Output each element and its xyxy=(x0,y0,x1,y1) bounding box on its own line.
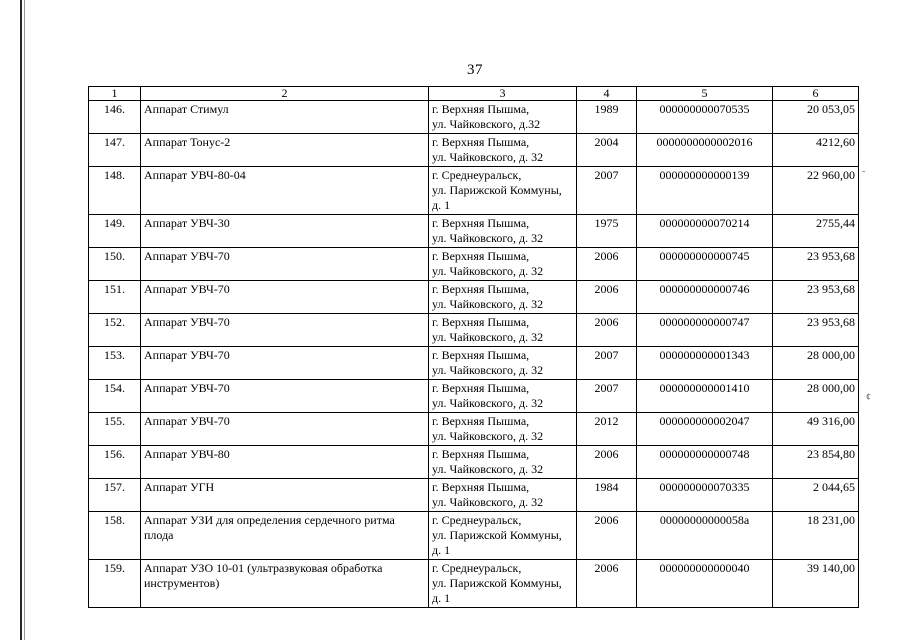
item-address: г. Среднеуральск, ул. Парижской Коммуны, д. 1 xyxy=(429,560,577,608)
inventory-number: 000000000070214 xyxy=(637,215,773,248)
item-name: Аппарат Стимул xyxy=(141,101,429,134)
item-year: 2006 xyxy=(577,560,637,608)
table-header-row xyxy=(89,87,859,101)
table-body xyxy=(89,101,859,608)
item-cost: 2 044,65 xyxy=(773,479,859,512)
item-address: г. Среднеуральск, ул. Парижской Коммуны, д. 1 xyxy=(429,167,577,215)
item-year: 2006 xyxy=(577,248,637,281)
scan-left-edge-shadow xyxy=(24,0,25,640)
inventory-number: 000000000000040 xyxy=(637,560,773,608)
inventory-number: 000000000000747 xyxy=(637,314,773,347)
item-year: 2007 xyxy=(577,380,637,413)
inventory-number: 000000000001343 xyxy=(637,347,773,380)
item-name: Аппарат УВЧ-70 xyxy=(141,314,429,347)
table-row xyxy=(89,560,859,608)
item-address: г. Верхняя Пышма, ул. Чайковского, д. 32 xyxy=(429,314,577,347)
table-row xyxy=(89,248,859,281)
item-cost: 23 953,68 xyxy=(773,314,859,347)
row-number: 152. xyxy=(89,314,141,347)
item-cost: 23 854,80 xyxy=(773,446,859,479)
item-address: г. Верхняя Пышма, ул. Чайковского, д. 32 xyxy=(429,446,577,479)
page-number: 37 xyxy=(467,62,483,78)
item-name: Аппарат УВЧ-70 xyxy=(141,281,429,314)
inventory-number: 00000000000058а xyxy=(637,512,773,560)
item-year: 2006 xyxy=(577,446,637,479)
table-row xyxy=(89,347,859,380)
table-row xyxy=(89,479,859,512)
item-year: 2006 xyxy=(577,281,637,314)
column-header: 6 xyxy=(773,87,859,101)
item-year: 2012 xyxy=(577,413,637,446)
scan-left-edge xyxy=(20,0,22,640)
column-header: 2 xyxy=(141,87,429,101)
row-number: 158. xyxy=(89,512,141,560)
item-name: Аппарат УВЧ-80 xyxy=(141,446,429,479)
item-year: 2004 xyxy=(577,134,637,167)
row-number: 146. xyxy=(89,101,141,134)
item-name: Аппарат УВЧ-70 xyxy=(141,347,429,380)
inventory-table xyxy=(88,86,859,608)
table-row xyxy=(89,512,859,560)
row-number: 156. xyxy=(89,446,141,479)
row-number: 153. xyxy=(89,347,141,380)
item-year: 2007 xyxy=(577,167,637,215)
item-name: Аппарат УЗИ для определения сердечного ритма плода xyxy=(141,512,429,560)
column-header: 1 xyxy=(89,87,141,101)
item-address: г. Верхняя Пышма, ул. Чайковского, д.32 xyxy=(429,101,577,134)
row-number: 151. xyxy=(89,281,141,314)
row-number: 155. xyxy=(89,413,141,446)
item-name: Аппарат УВЧ-30 xyxy=(141,215,429,248)
row-number: 154. xyxy=(89,380,141,413)
table-row xyxy=(89,134,859,167)
item-year: 1984 xyxy=(577,479,637,512)
item-cost: 20 053,05 xyxy=(773,101,859,134)
row-number: 157. xyxy=(89,479,141,512)
table-row xyxy=(89,380,859,413)
item-name: Аппарат Тонус-2 xyxy=(141,134,429,167)
item-cost: 23 953,68 xyxy=(773,248,859,281)
item-year: 2006 xyxy=(577,512,637,560)
item-cost: 28 000,00 xyxy=(773,380,859,413)
table-row xyxy=(89,446,859,479)
table-row xyxy=(89,101,859,134)
inventory-number: 000000000000745 xyxy=(637,248,773,281)
row-number: 150. xyxy=(89,248,141,281)
scan-speck: ˜ xyxy=(862,170,866,181)
item-name: Аппарат УВЧ-70 xyxy=(141,413,429,446)
inventory-number: 000000000000139 xyxy=(637,167,773,215)
item-cost: 28 000,00 xyxy=(773,347,859,380)
item-address: г. Верхняя Пышма, ул. Чайковского, д. 32 xyxy=(429,479,577,512)
item-cost: 23 953,68 xyxy=(773,281,859,314)
table-row xyxy=(89,215,859,248)
item-cost: 49 316,00 xyxy=(773,413,859,446)
item-cost: 18 231,00 xyxy=(773,512,859,560)
inventory-number: 000000000070335 xyxy=(637,479,773,512)
item-year: 1989 xyxy=(577,101,637,134)
item-cost: 22 960,00 xyxy=(773,167,859,215)
scan-speck: ¢ xyxy=(866,392,871,403)
inventory-number: 000000000070535 xyxy=(637,101,773,134)
item-name: Аппарат УЗО 10-01 (ультразвуковая обработка инструментов) xyxy=(141,560,429,608)
item-address: г. Верхняя Пышма, ул. Чайковского, д. 32 xyxy=(429,134,577,167)
item-address: г. Верхняя Пышма, ул. Чайковского, д. 32 xyxy=(429,380,577,413)
item-address: г. Верхняя Пышма, ул. Чайковского, д. 32 xyxy=(429,413,577,446)
row-number: 148. xyxy=(89,167,141,215)
inventory-number: 000000000000746 xyxy=(637,281,773,314)
item-year: 1975 xyxy=(577,215,637,248)
item-year: 2006 xyxy=(577,314,637,347)
inventory-number: 000000000000748 xyxy=(637,446,773,479)
item-address: г. Верхняя Пышма, ул. Чайковского, д. 32 xyxy=(429,281,577,314)
item-address: г. Верхняя Пышма, ул. Чайковского, д. 32 xyxy=(429,215,577,248)
table-row xyxy=(89,167,859,215)
item-address: г. Верхняя Пышма, ул. Чайковского, д. 32 xyxy=(429,347,577,380)
column-header: 4 xyxy=(577,87,637,101)
table-row xyxy=(89,281,859,314)
row-number: 149. xyxy=(89,215,141,248)
item-name: Аппарат УВЧ-70 xyxy=(141,248,429,281)
inventory-number: 000000000002047 xyxy=(637,413,773,446)
table-row xyxy=(89,314,859,347)
item-cost: 2755,44 xyxy=(773,215,859,248)
item-name: Аппарат УГН xyxy=(141,479,429,512)
item-name: Аппарат УВЧ-80-04 xyxy=(141,167,429,215)
row-number: 159. xyxy=(89,560,141,608)
inventory-number: 000000000001410 xyxy=(637,380,773,413)
inventory-number: 0000000000002016 xyxy=(637,134,773,167)
item-cost: 39 140,00 xyxy=(773,560,859,608)
item-address: г. Среднеуральск, ул. Парижской Коммуны, д. 1 xyxy=(429,512,577,560)
row-number: 147. xyxy=(89,134,141,167)
table-row xyxy=(89,413,859,446)
item-address: г. Верхняя Пышма, ул. Чайковского, д. 32 xyxy=(429,248,577,281)
item-cost: 4212,60 xyxy=(773,134,859,167)
column-header: 5 xyxy=(637,87,773,101)
item-year: 2007 xyxy=(577,347,637,380)
column-header: 3 xyxy=(429,87,577,101)
item-name: Аппарат УВЧ-70 xyxy=(141,380,429,413)
